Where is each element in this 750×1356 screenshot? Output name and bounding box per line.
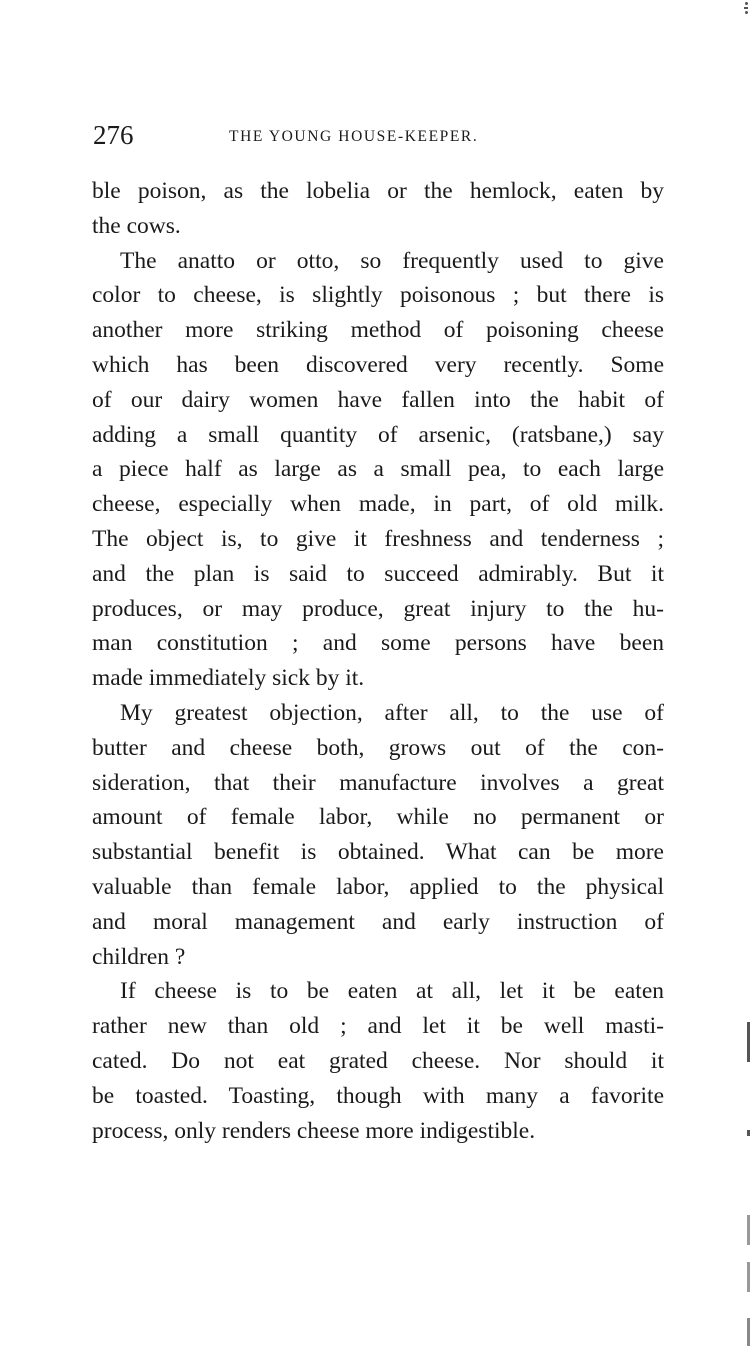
text-line: of our dairy women have fallen into the habit of	[92, 386, 664, 413]
text-line: butter and cheese both, grows out of the con-	[92, 734, 664, 761]
text-line: color to cheese, is slightly poisonous ; but there is	[92, 282, 664, 309]
text-line: children ?	[92, 943, 186, 970]
text-line: the cows.	[92, 212, 181, 239]
text-line: rather new than old ; and let it be well masti-	[92, 1013, 664, 1040]
text-line: ble poison, as the lobelia or the hemlock, eaten by	[92, 178, 664, 204]
text-line: substantial benefit is obtained. What can be more	[92, 839, 664, 866]
text-line: a piece half as large as a small pea, to each large	[92, 456, 664, 483]
text-line: produces, or may produce, great injury to the hu-	[92, 595, 664, 622]
text-line: cheese, especially when made, in part, of old milk.	[92, 491, 664, 518]
text-line: man constitution ; and some persons have been	[92, 630, 664, 657]
text-line: sideration, that their manufacture involves a great	[92, 769, 664, 796]
text-line: The anatto or otto, so frequently used to give	[120, 247, 664, 274]
text-line: cated. Do not eat grated cheese. Nor should it	[92, 1047, 664, 1074]
running-title: THE YOUNG HOUSE-KEEPER.	[229, 128, 479, 145]
text-line: My greatest objection, after all, to the use of	[120, 699, 664, 726]
body-text	[92, 174, 664, 1148]
text-line: and moral management and early instruction of	[92, 908, 664, 935]
running-head	[93, 118, 663, 154]
text-line: be toasted. Toasting, though with many a favorite	[92, 1082, 664, 1109]
text-line: If cheese is to be eaten at all, let it be eaten	[120, 978, 664, 1005]
text-line: which has been discovered very recently. Some	[92, 351, 664, 378]
page-number: 276	[93, 120, 134, 150]
text-line: amount of female labor, while no permanent or	[92, 804, 664, 831]
margin-mark	[744, 2, 748, 14]
text-line: process, only renders cheese more indigestible.	[92, 1117, 536, 1144]
text-line: another more striking method of poisoning cheese	[92, 317, 664, 344]
text-line: made immediately sick by it.	[92, 665, 365, 692]
text-line: The object is, to give it freshness and tenderness ;	[92, 525, 664, 552]
text-line: adding a small quantity of arsenic, (ratsbane,) say	[92, 421, 664, 448]
text-line: and the plan is said to succeed admirably. But it	[92, 560, 664, 587]
text-line: valuable than female labor, applied to the physical	[92, 873, 664, 900]
